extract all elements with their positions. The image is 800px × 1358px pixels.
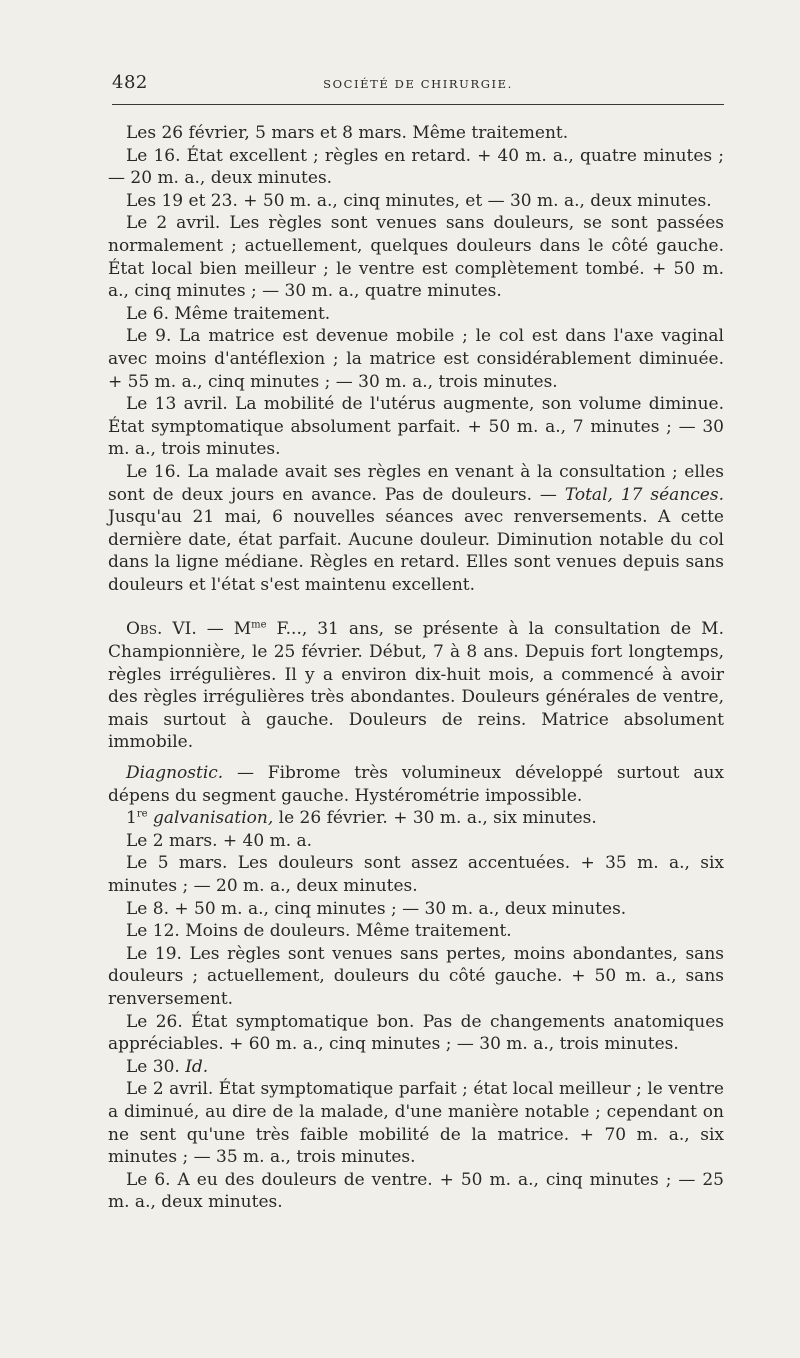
paragraph: Le 6. A eu des douleurs de ventre. + 50 m. a., cinq minutes ; — 25 m. a., deux minutes. — [108, 1169, 724, 1213]
paragraph-le-30 — [108, 1056, 724, 1079]
page-header — [112, 70, 724, 105]
paragraph: Le 12. Moins de douleurs. Même traitement. — [126, 921, 512, 942]
text-run: Le 30. — [126, 1056, 186, 1077]
section-gap — [108, 596, 724, 618]
paragraph: Le 9. La matrice est devenue mobile ; le col est dans l'axe vaginal avec moins d'antéflexion ; la matrice est considérablement diminuée. + 55 m. a., cinq minutes ; — 30 m. a., trois minutes. — [108, 326, 724, 392]
italic-run: Total, 17 séances. — [564, 484, 724, 505]
paragraph: Le 13 avril. La mobilité de l'utérus augmente, son volume diminue. État symptomatique absolument parfait. + 50 m. a., 7 minutes ; — 30 m. a., trois minutes. — [108, 394, 724, 460]
text-run: le 26 février. + 30 m. a., six minutes. — [273, 808, 597, 829]
ordinal: 1 — [126, 808, 137, 829]
text-run: — Fibrome très volumineux développé surtout aux dépens du segment gauche. Hystérométrie impossible. — [108, 763, 724, 806]
paragraph: Les 26 février, 5 mars et 8 mars. Même traitement. — [126, 123, 569, 143]
italic-run: galvanisation, — [152, 808, 274, 829]
paragraph: Le 8. + 50 m. a., cinq minutes ; — 30 m. a., deux minutes. — [126, 898, 627, 919]
paragraph: Le 5 mars. Les douleurs sont assez accentuées. + 35 m. a., six minutes ; — 20 m. a., deux minutes. — [108, 853, 724, 896]
paragraph: Le 2 avril. État symptomatique parfait ; état local meilleur ; le ventre a diminué, au dire de la malade, d'une manière notable ; cependant on ne sent qu'une très faible mobilité de la matrice. + 70 m. a., six minutes ; — 35 m. a., trois minutes. — [108, 1079, 724, 1168]
diagnostic-paragraph — [108, 762, 724, 807]
paragraph: Le 6. Même traitement. — [126, 303, 331, 324]
superscript: re — [136, 808, 148, 820]
text-run: — M — [196, 619, 252, 640]
galvanisation-paragraph — [108, 807, 724, 830]
observation-paragraph — [108, 618, 724, 754]
paragraph: Le 2 avril. Les règles sont venues sans douleurs, se sont passées normalement ; actuellement, quelques douleurs dans le côté gauche. État local bien meilleur ; le ventre est complètement tombé. + 50 m. a., cinq minutes ; — 30 m. a., quatre minutes. — [108, 213, 724, 302]
paragraph: Le 2 mars. + 40 m. a. — [126, 830, 313, 851]
section-gap — [108, 754, 724, 762]
paragraph-le-16 — [108, 461, 724, 597]
italic-run: Id. — [185, 1056, 209, 1077]
observation-label: Obs. VI. — [126, 619, 197, 640]
paragraph: Le 19. Les règles sont venues sans pertes, moins abondantes, sans douleurs ; actuellement, douleurs du côté gauche. + 50 m. a., sans renversement. — [108, 943, 724, 1009]
text-run: Le 16. La malade avait ses règles en venant à la consultation ; elles sont de deux jours en avance. Pas de douleurs. — — [108, 461, 724, 505]
page-number: 482 — [112, 72, 148, 93]
paragraph: Les 19 et 23. + 50 m. a., cinq minutes, et — 30 m. a., deux minutes. — [126, 190, 712, 211]
paragraph: Le 26. État symptomatique bon. Pas de changements anatomiques appréciables. + 60 m. a., cinq minutes ; — 30 m. a., trois minutes. — [108, 1011, 724, 1055]
superscript: me — [251, 619, 267, 631]
page-body — [108, 122, 724, 1214]
running-title: SOCIÉTÉ DE CHIRURGIE. — [323, 77, 513, 91]
text-run: Jusqu'au 21 mai, 6 nouvelles séances avec renversements. A cette dernière date, état parfait. Aucune douleur. Diminution notable du col dans la ligne médiane. Règles en retard. Elles sont venues depuis sans douleurs et l'état s'est maintenu excellent. — [108, 507, 724, 595]
diagnostic-label: Diagnostic. — [126, 763, 224, 784]
text-run: F..., 31 ans, se présente à la consultation de M. Championnière, le 25 février. Début, 7 à 8 ans. Depuis fort longtemps, règles irrégulières. Il y a environ dix-huit mois, a commencé à avoir des règles irrégulières très abondantes. Douleurs générales de ventre, mais surtout à gauche. Douleurs de reins. Matrice absolument immobile. — [108, 619, 724, 753]
paragraph: Le 16. État excellent ; règles en retard. + 40 m. a., quatre minutes ; — 20 m. a., deux minutes. — [108, 145, 724, 189]
